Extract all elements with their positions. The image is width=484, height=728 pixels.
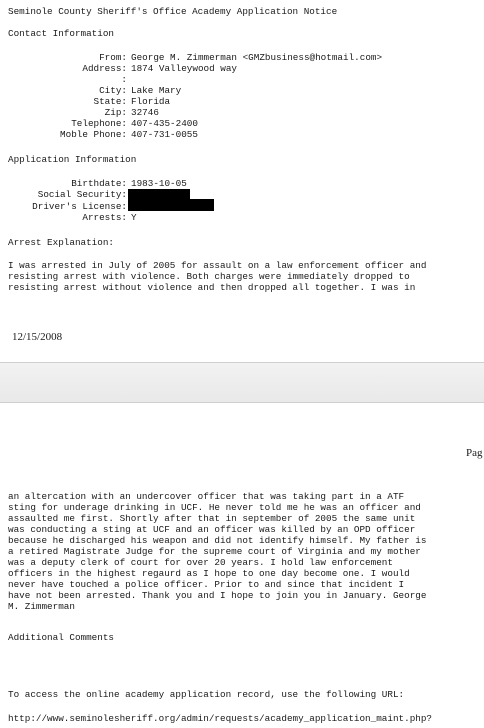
- text-line: resisting arrest with violence. Both charges were immediately dropped to: [8, 271, 410, 282]
- notice-title: Seminole County Sheriff's Office Academy Application Notice: [8, 6, 338, 17]
- state-value: Florida: [131, 96, 171, 107]
- address-value: 1874 Valleywood way: [131, 63, 238, 74]
- mobile-label: Moble Phone:: [60, 129, 127, 140]
- arrests-value: Y: [131, 212, 137, 223]
- address-label: Address:: [82, 63, 127, 74]
- arrest-explanation-heading: Arrest Explanation:: [8, 237, 115, 248]
- ssn-redaction: [128, 189, 190, 199]
- text-line: I was arrested in July of 2005 for assault on a law enforcement officer and: [8, 260, 427, 271]
- page-separator-top-line: [0, 362, 484, 363]
- zip-label: Zip:: [104, 107, 127, 118]
- mobile-value: 407-731-0055: [131, 129, 198, 140]
- city-label: City:: [99, 85, 127, 96]
- contact-heading: Contact Information: [8, 28, 115, 39]
- zip-value: 32746: [131, 107, 159, 118]
- license-label: Driver's License:: [32, 201, 127, 212]
- city-value: Lake Mary: [131, 85, 182, 96]
- telephone-value: 407-435-2400: [131, 118, 198, 129]
- birthdate-label: Birthdate:: [71, 178, 127, 189]
- additional-comments-heading: Additional Comments: [8, 632, 115, 643]
- text-line: have not been arrested. Thank you and I hope to join you in January. George: [8, 590, 427, 601]
- arrests-label: Arrests:: [82, 212, 127, 223]
- page-separator: [0, 362, 484, 402]
- text-line: never have touched a police officer. Prior to and since that incident I: [8, 579, 405, 590]
- telephone-label: Telephone:: [71, 118, 127, 129]
- text-line: was conducting a sting at UCF and an officer was killed by an OPD officer: [8, 524, 416, 535]
- birthdate-value: 1983-10-05: [131, 178, 187, 189]
- text-line: assaulted me first. Shortly after that in september of 2005 the same unit: [8, 513, 416, 524]
- text-line: M. Zimmerman: [8, 601, 75, 612]
- url-instruction: To access the online academy application record, use the following URL:: [8, 689, 405, 700]
- ssn-label: Social Security:: [37, 189, 127, 200]
- text-line: officers in the highest regaurd as I hope to one day become one. I would: [8, 568, 410, 579]
- state-label: State:: [93, 96, 127, 107]
- text-line: a retired Magistrate Judge for the supreme court of Virginia and my mother: [8, 546, 421, 557]
- arrest-explanation-text-page2: [8, 491, 426, 612]
- text-line: because he discharged his weapon and did not identify himself. My father is: [8, 535, 427, 546]
- address2-label: :: [121, 74, 127, 85]
- from-value: George M. Zimmerman <GMZbusiness@hotmail.com>: [131, 52, 383, 63]
- from-label: From:: [99, 52, 127, 63]
- text-line: an altercation with an undercover officer that was taking part in a ATF: [8, 491, 405, 502]
- text-line: was a deputy clerk of court for over 20 years. I hold law enforcement: [8, 557, 393, 568]
- text-line: resisting arrest without violence and then dropped all together. I was in: [8, 282, 416, 293]
- page-separator-bottom-line: [0, 402, 484, 403]
- footer-date: 12/15/2008: [12, 331, 63, 343]
- application-heading: Application Information: [8, 154, 137, 165]
- license-redaction: [128, 199, 214, 211]
- application-url: http://www.seminolesheriff.org/admin/requests/academy_application_maint.php?: [8, 713, 433, 724]
- page-label: Pag: [466, 447, 483, 459]
- arrest-explanation-text-page1: [8, 260, 426, 293]
- text-line: sting for underage drinking in UCF. He never told me he was an officer and: [8, 502, 421, 513]
